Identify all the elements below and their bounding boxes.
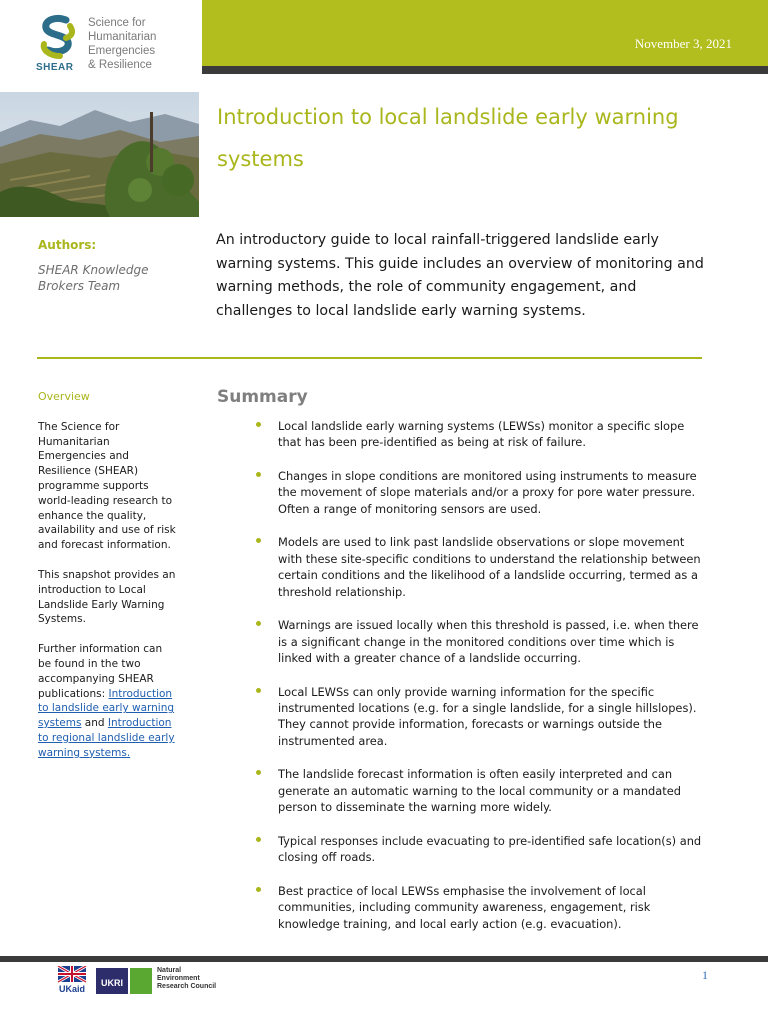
bullet-text: Warnings are issued locally when this threshold is passed, i.e. when there is a significant change in the monitored conditions over time which is linked with a greater chance of a landslide occurring. — [278, 618, 699, 666]
nerc-logo-icon — [130, 966, 152, 996]
list-item — [256, 534, 706, 600]
link-landslide-ews[interactable]: Introduction to landslide early warning systems — [38, 687, 175, 730]
further-info-text: Further information can be found in the two accompanying SHEAR publications: — [38, 643, 163, 700]
funder-logos — [56, 966, 226, 998]
bullet-icon — [256, 472, 261, 477]
list-item — [256, 766, 706, 815]
ukaid-logo-icon — [56, 966, 88, 996]
list-item — [256, 617, 706, 666]
bullet-icon — [256, 422, 261, 427]
link-regional-landslide-ews[interactable]: Introduction to regional landslide early warning systems. — [38, 717, 175, 759]
overview-heading: Overview — [38, 390, 90, 403]
ukri-label: UKRI — [101, 978, 123, 988]
nerc-name — [157, 967, 216, 991]
overview-paragraph: This snapshot provides an introduction to Local Landslide Early Warning Systems. — [38, 568, 176, 626]
shear-logo — [36, 14, 206, 80]
bullet-text: The landslide forecast information is often easily interpreted and can generate an automatic warning to the local community or a mandated person to disseminate the warning more widely. — [278, 767, 681, 815]
landscape-photo — [0, 92, 199, 217]
bullet-text: Changes in slope conditions are monitored using instruments to measure the movement of slope materials and/or a proxy for pore water pressure. Often a range of monitoring sensors are used. — [278, 469, 697, 516]
footer-bar — [0, 956, 768, 962]
link-conjunction: and — [81, 717, 108, 730]
bullet-icon — [256, 688, 261, 693]
logo-line: Humanitarian — [88, 31, 157, 43]
list-item — [256, 468, 706, 517]
summary-list — [256, 418, 706, 949]
nerc-line: Research Council — [157, 983, 217, 990]
section-divider — [37, 357, 702, 359]
authors-label: Authors: — [38, 238, 97, 252]
page-number: 1 — [702, 968, 708, 982]
bullet-icon — [256, 621, 261, 626]
further-info-paragraph — [38, 642, 178, 760]
list-item — [256, 418, 706, 451]
bullet-text: Local LEWSs can only provide warning information for the specific instrumented locations (e.g. for a single landslide, for a single hillslopes). They cannot provide information, forecasts or warnings outside the instrumented area. — [278, 684, 697, 748]
nerc-line: Environment — [157, 975, 200, 982]
header-band-shadow — [202, 66, 768, 74]
bullet-icon — [256, 837, 261, 842]
ukaid-label: UKaid — [58, 984, 86, 994]
publication-date: November 3, 2021 — [634, 36, 732, 51]
authors-name: SHEAR Knowledge Brokers Team — [38, 263, 149, 293]
terraced-hillside-image — [0, 92, 199, 217]
bullet-icon — [256, 770, 261, 775]
list-item — [256, 833, 706, 866]
summary-heading: Summary — [217, 387, 308, 407]
intro-paragraph: An introductory guide to local rainfall-triggered landslide early warning systems. This guide includes an overview of monitoring and warning methods, the role of community engagement, and challenges to local landslide early warning systems. — [216, 232, 704, 319]
bullet-text: Best practice of local LEWSs emphasise the involvement of local communities, including community awareness, engagement, risk knowledge training, and local early action (e.g. evacuation). — [278, 883, 651, 931]
ukri-logo-icon — [96, 966, 128, 996]
bullet-icon — [256, 538, 261, 543]
page-title: Introduction to local landslide early warning systems — [217, 105, 679, 171]
overview-sidebar — [38, 390, 178, 776]
list-item — [256, 883, 706, 932]
overview-paragraph: The Science for Humanitarian Emergencies and Resilience (SHEAR) programme supports world-leading research to enhance the quality, availability and use of risk and forecast information. — [38, 420, 176, 552]
bullet-text: Models are used to link past landslide observations or slope movement with these site-specific conditions to understand the relationship between certain conditions and the likelihood of a landslide occurring, termed as a threshold relationship. — [278, 535, 701, 599]
logo-wordmark: SHEAR — [36, 62, 74, 73]
list-item — [256, 684, 706, 750]
bullet-icon — [256, 887, 261, 892]
logo-line: Emergencies — [88, 45, 156, 57]
header-band — [202, 0, 768, 66]
logo-tagline — [88, 16, 156, 72]
logo-line: & Resilience — [88, 59, 152, 71]
bullet-text: Local landslide early warning systems (LEWSs) monitor a specific slope that has been pre-identified as being at risk of failure. — [278, 419, 685, 450]
shear-logo-icon — [36, 14, 82, 60]
nerc-line: Natural — [157, 967, 182, 974]
bullet-text: Typical responses include evacuating to pre-identified safe location(s) and closing off roads. — [278, 833, 702, 865]
logo-line: Science for — [88, 17, 146, 29]
